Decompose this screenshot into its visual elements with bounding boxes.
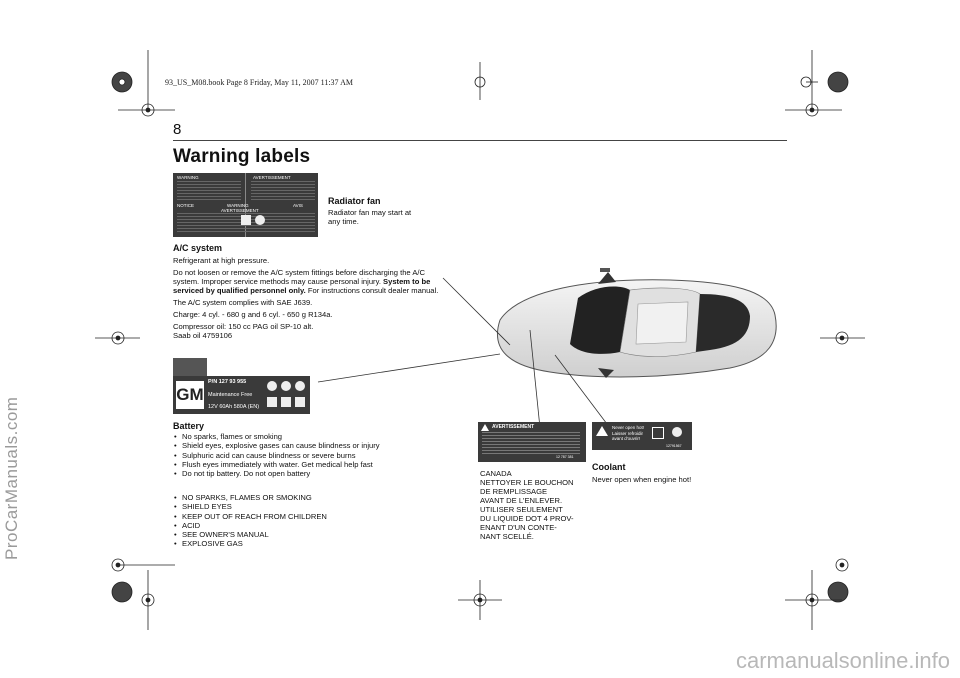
hot-steam-icon <box>652 427 664 439</box>
brake-fluid-label <box>478 422 586 462</box>
ac-p4: Charge: 4 cyl. - 680 g and 6 cyl. - 650 g R134a. <box>173 310 333 319</box>
ac-p2: Do not loosen or remove the A/C system fittings before discharging the A/C system. Improper service methods may cause personal injury. System to be serviced by qualified personnel only. For instructions consult dealer manual. <box>173 268 439 295</box>
list-item: • Do not tip battery. Do not open battery <box>173 469 443 478</box>
page-number: 8 <box>173 121 182 138</box>
list-item: • KEEP OUT OF REACH FROM CHILDREN <box>173 512 443 521</box>
hand-icon <box>672 427 682 437</box>
ac-p3: The A/C system complies with SAE J639. <box>173 298 313 307</box>
battery-heading: Battery <box>173 421 205 431</box>
ac-label-warning2: WARNING <box>227 203 249 208</box>
list-item: • No sparks, flames or smoking <box>173 432 443 441</box>
list-item: • Flush eyes immediately with water. Get medical help fast <box>173 460 443 469</box>
coolant-label-number: 12791567 <box>666 444 682 448</box>
coolant-body: Never open when engine hot! <box>592 475 692 484</box>
list-item: • NO SPARKS, FLAMES OR SMOKING <box>173 493 443 502</box>
ac-label-avertissement2: AVERTISSEMENT <box>221 208 259 213</box>
list-item: • Sulphuric acid can cause blindness or severe burns <box>173 451 443 460</box>
list-item: • EXPLOSIVE GAS <box>173 539 443 548</box>
list-item: • SHIELD EYES <box>173 502 443 511</box>
battery-spec: 12V 60Ah 580A (EN) <box>208 404 260 410</box>
warning-triangle-icon <box>596 426 608 436</box>
coolant-label-line1: Never open hot! <box>612 425 645 430</box>
battery-maint: Maintenance Free <box>208 392 253 398</box>
book-header-line: 93_US_M08.book Page 8 Friday, May 11, 2007 11:37 AM <box>165 78 353 87</box>
battery-pn: P/N 127 93 955 <box>208 379 247 385</box>
ac-label-notice: NOTICE <box>177 203 195 208</box>
ac-label-avis: AVIS <box>293 203 303 208</box>
footer-watermark: carmanualsonline.info <box>735 648 950 673</box>
coolant-heading: Coolant <box>592 462 626 472</box>
ac-p6: Saab oil 4759106 <box>173 331 233 340</box>
warning-triangle-icon <box>481 424 489 431</box>
ac-p5: Compressor oil: 150 cc PAG oil SP-10 alt. <box>173 322 314 331</box>
ac-label-warning: WARNING <box>177 175 199 180</box>
brake-label-number: 12 787 381 <box>556 455 574 459</box>
coolant-label <box>592 422 692 450</box>
ac-p1: Refrigerant at high pressure. <box>173 256 270 265</box>
radiator-body: Radiator fan may start at any time. <box>328 208 412 226</box>
radiator-heading: Radiator fan <box>328 196 381 206</box>
page-title: Warning labels <box>173 146 311 167</box>
list-item: • Shield eyes, explosive gases can cause blindness or injury <box>173 441 443 450</box>
side-watermark: ProCarManuals.com <box>2 396 21 560</box>
coolant-label-line3: avant d'ouvrir! <box>612 436 641 441</box>
ac-heading: A/C system <box>173 243 223 253</box>
ac-label-avertissement: AVERTISSEMENT <box>253 175 291 180</box>
coolant-label-line2: Laisser refroidir <box>612 430 644 436</box>
gm-logo: GM <box>176 381 204 409</box>
list-item: • SEE OWNER'S MANUAL <box>173 530 443 539</box>
list-item: • ACID <box>173 521 443 530</box>
brake-label-title: AVERTISSEMENT <box>492 424 535 430</box>
canada-text: CANADA NETTOYER LE BOUCHON DE REMPLISSAGE AVANT DE L'ENLEVER. UTILISER SEULEMENT DU LIQUIDE DOT 4 PROV- ENANT D'UN CONTE- NANT SCELLÉ. <box>480 469 574 541</box>
